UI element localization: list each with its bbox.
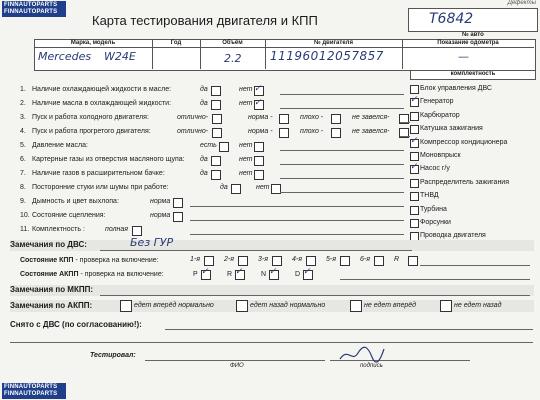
kpp-gear-box[interactable] [204, 256, 214, 266]
check-option-box[interactable] [173, 212, 183, 222]
make-model-code-value[interactable]: W24E [104, 50, 136, 63]
kpp-gear-label: 1-я [190, 256, 200, 263]
check-option-box[interactable] [254, 170, 264, 180]
check-text: Дымность и цвет выхлопа: [32, 198, 119, 205]
check-line[interactable] [280, 150, 404, 151]
check-option-label: не завелся- [352, 128, 390, 135]
kpp-gear-box[interactable] [408, 256, 418, 266]
page-title: Карта тестирования двигателя и КПП [92, 13, 318, 28]
check-option-box[interactable] [279, 128, 289, 138]
car-number-label: № авто [462, 32, 484, 38]
check-row-10 [20, 212, 105, 219]
check-text: Пуск и работа холодного двигателя: [32, 114, 149, 121]
check-num: 2. [20, 100, 26, 107]
check-option-box[interactable] [211, 86, 221, 96]
car-number-value[interactable]: T6842 [429, 11, 474, 27]
check-row-11 [20, 226, 85, 233]
akpp-gear-label: R [227, 271, 233, 278]
completeness-item: Карбюратор [420, 111, 460, 119]
logo-bottom [2, 383, 66, 399]
akpp-gear-label: P [193, 271, 198, 278]
check-option-label: да [200, 170, 208, 177]
check-num: 10. [20, 212, 30, 219]
check-option-box[interactable] [212, 128, 222, 138]
tested-sign-label: подпись [360, 363, 383, 369]
check-text: Картерные газы из отверстия масляного щупа: [32, 156, 185, 163]
akpp-sub: - проверка на включение: [78, 271, 164, 278]
kpp-gear-label: R [394, 256, 400, 263]
check-option-label: норма - [248, 114, 273, 121]
check-line[interactable] [190, 206, 404, 207]
completeness-title: комплектность [410, 70, 536, 80]
check-line[interactable] [280, 108, 404, 109]
completeness-check-icon: ✓ [410, 161, 418, 172]
check-line[interactable] [280, 94, 404, 95]
kpp-gear-label: 6-я [360, 256, 370, 263]
check-option-box[interactable] [211, 156, 221, 166]
check-row-9 [20, 198, 119, 205]
completeness-item: Компрессор кондиционера [420, 138, 508, 146]
check-line[interactable] [400, 122, 410, 123]
header-engine-no: № двигателя [314, 40, 353, 46]
remarks-dvs-line[interactable] [100, 250, 412, 251]
completeness-checkbox[interactable] [410, 192, 419, 201]
check-line[interactable] [280, 164, 404, 165]
kpp-gear-label: 5-я [326, 256, 336, 263]
remarks-mkpp-label: Замечания по МКПП: [10, 285, 94, 294]
completeness-item: ТНВД [420, 192, 439, 200]
completeness-item: Турбина [420, 205, 447, 213]
kpp-gear-label: 2-я [224, 256, 234, 263]
check-option-label: отлично- [177, 114, 209, 121]
check-text: Наличие газов в расширительном бачке: [32, 170, 165, 177]
check-option-box[interactable] [254, 142, 264, 152]
removed-label: Снято с ДВС (по согласованию!): [10, 320, 142, 329]
check-option-box[interactable] [331, 114, 341, 124]
kpp-gear-box[interactable] [272, 256, 282, 266]
check-num: 6. [20, 156, 26, 163]
kpp-sub: - проверка на включение: [73, 257, 159, 264]
remarks-dvs-label: Замечания по ДВС: [10, 240, 87, 249]
check-num: 8. [20, 184, 26, 191]
check-line[interactable] [280, 178, 404, 179]
completeness-item: Форсунки [420, 219, 451, 226]
check-mark-icon: ✓ [254, 97, 262, 107]
completeness-checkbox[interactable] [410, 85, 419, 94]
completeness-checkbox[interactable] [410, 219, 419, 228]
make-model-value[interactable]: Mercedes [38, 50, 92, 63]
check-row-7 [20, 170, 165, 177]
akpp-remark-box[interactable] [120, 300, 132, 312]
kpp-gear-box[interactable] [374, 256, 384, 266]
check-option-box[interactable] [231, 184, 241, 194]
akpp-label: Состояние АКПП [20, 271, 79, 278]
check-option-label: норма [150, 212, 171, 219]
logo-line-1: FINNAUTOPARTS [4, 2, 58, 8]
kpp-gear-label: 4-я [292, 256, 302, 263]
check-option-label: норма - [248, 128, 273, 135]
check-text: Наличие охлаждающей жидкости в масле: [32, 86, 172, 93]
check-option-label: да [200, 156, 208, 163]
corner-note: Дефекты [507, 0, 536, 6]
check-num: 11. [20, 226, 30, 233]
check-line[interactable] [190, 220, 404, 221]
akpp-remark-box[interactable] [350, 300, 362, 312]
remarks-akpp-label: Замечания по АКПП: [10, 301, 93, 310]
completeness-checkbox[interactable] [410, 206, 419, 215]
check-option-label: плохо - [300, 114, 324, 121]
check-num: 4. [20, 128, 26, 135]
check-option-label: да [200, 86, 208, 93]
akpp-gear-label: N [261, 271, 267, 278]
completeness-check-icon: ✓ [410, 134, 418, 145]
logo-bottom-line-2: FINNAUTOPARTS [4, 391, 58, 397]
akpp-remark-box[interactable] [236, 300, 248, 312]
tested-fio-label: ФИО [230, 363, 244, 369]
check-text: Наличие масла в охлаждающей жидкости: [32, 100, 172, 107]
check-option-label: нет [239, 170, 253, 177]
check-num: 3. [20, 114, 26, 121]
check-option-label: да [220, 184, 228, 191]
akpp-gear-check-icon: ✓ [201, 266, 209, 276]
check-option-box[interactable] [132, 226, 142, 236]
check-option-box[interactable] [211, 100, 221, 110]
akpp-remark-option: не едет вперёд [364, 302, 417, 309]
akpp-remark-option: не едет назад [454, 302, 502, 309]
check-option-label: нет [239, 100, 253, 107]
check-option-label: нет [239, 142, 253, 149]
completeness-item: Насос г/у [420, 165, 450, 173]
check-text: Посторонние стуки или шумы при работе: [32, 184, 169, 191]
engine-no-value[interactable]: 11196012057857 [270, 49, 384, 63]
header-odometer: Показание одометра [437, 40, 499, 46]
check-num: 1. [20, 86, 26, 93]
check-option-box[interactable] [331, 128, 341, 138]
completeness-item: Проводка двигателя [420, 232, 486, 240]
check-line[interactable] [280, 192, 404, 193]
tested-label: Тестировал: [90, 352, 136, 359]
akpp-gear-label: D [295, 271, 301, 278]
volume-value[interactable]: 2.2 [224, 52, 242, 65]
akpp-remark-option: едет назад нормально [250, 302, 326, 309]
completeness-item: Моновпрыск [420, 152, 461, 159]
removed-line-1[interactable] [165, 329, 533, 330]
check-option-label: нет [239, 156, 253, 163]
check-option-box[interactable] [211, 170, 221, 180]
completeness-checkbox[interactable] [410, 179, 419, 188]
header-make-model: Марка, модель [70, 40, 116, 46]
check-option-label: нет [256, 184, 270, 191]
check-text: Комплектность : [32, 226, 85, 233]
kpp-gear-box[interactable] [238, 256, 248, 266]
logo [2, 1, 66, 17]
completeness-checkbox[interactable] [410, 112, 419, 121]
check-text: Пуск и работа прогретого двигателя: [32, 128, 151, 135]
completeness-item: Генератор [420, 98, 454, 106]
check-num: 9. [20, 198, 26, 205]
akpp-line[interactable] [340, 279, 530, 280]
check-option-box[interactable] [212, 114, 222, 124]
kpp-line[interactable] [420, 265, 530, 266]
check-num: 7. [20, 170, 26, 177]
akpp-row [20, 271, 164, 278]
signature-scribble [338, 343, 386, 365]
akpp-gear-check-icon: ✓ [235, 266, 243, 276]
kpp-gear-box[interactable] [340, 256, 350, 266]
completeness-check-icon: ✓ [410, 94, 418, 105]
check-option-label: да [200, 100, 208, 107]
logo-line-2: FINNAUTOPARTS [4, 9, 58, 15]
akpp-remark-option: едет вперёд нормально [134, 302, 214, 309]
header-volume: Объём [222, 40, 243, 46]
odometer-value[interactable]: — [458, 50, 469, 63]
completeness-item: Распределитель зажигания [420, 178, 510, 186]
check-row-6 [20, 156, 185, 163]
akpp-gear-check-icon: ✓ [303, 266, 311, 276]
check-row-8 [20, 184, 169, 191]
kpp-gear-label: 3-я [258, 256, 268, 263]
completeness-item: Блок управления ДВС [420, 85, 492, 92]
check-option-label: норма [150, 198, 171, 205]
remarks-dvs-value[interactable]: Без ГУР [130, 236, 174, 249]
header-year: Год [170, 40, 182, 46]
kpp-row [20, 257, 159, 264]
check-option-label: отлично- [177, 128, 209, 135]
car-number-box [408, 8, 538, 32]
check-option-box[interactable] [173, 198, 183, 208]
check-mark-icon: ✓ [254, 83, 262, 93]
check-option-label: не завелся- [352, 114, 390, 121]
check-option-label: полная [105, 226, 129, 233]
completeness-item: Катушка зажигания [420, 125, 483, 133]
remarks-mkpp-line[interactable] [100, 295, 530, 296]
check-option-label: нет [239, 86, 253, 93]
check-num: 5. [20, 142, 26, 149]
tested-fio-line[interactable] [145, 360, 325, 361]
removed-line-2[interactable] [10, 342, 533, 343]
check-text: Давление масла: [32, 142, 88, 149]
check-option-box[interactable] [254, 156, 264, 166]
check-option-box[interactable] [279, 114, 289, 124]
check-option-box[interactable] [219, 142, 229, 152]
check-option-label: плохо - [300, 128, 324, 135]
check-row-3 [20, 114, 149, 121]
completeness-checkbox[interactable] [410, 152, 419, 161]
check-row-1 [20, 86, 171, 93]
logo-bottom-line-1: FINNAUTOPARTS [4, 384, 58, 390]
check-line[interactable] [400, 136, 410, 137]
check-text: Состояние сцепления: [32, 212, 106, 219]
check-option-label: есть [200, 142, 217, 149]
akpp-remark-box[interactable] [440, 300, 452, 312]
check-row-4 [20, 128, 151, 135]
akpp-gear-check-icon: ✓ [269, 266, 277, 276]
check-line[interactable] [190, 234, 404, 235]
check-row-2 [20, 100, 171, 107]
kpp-gear-box[interactable] [306, 256, 316, 266]
completeness-checkbox[interactable] [410, 125, 419, 134]
check-row-5 [20, 142, 88, 149]
kpp-label: Состояние КПП [20, 257, 74, 264]
